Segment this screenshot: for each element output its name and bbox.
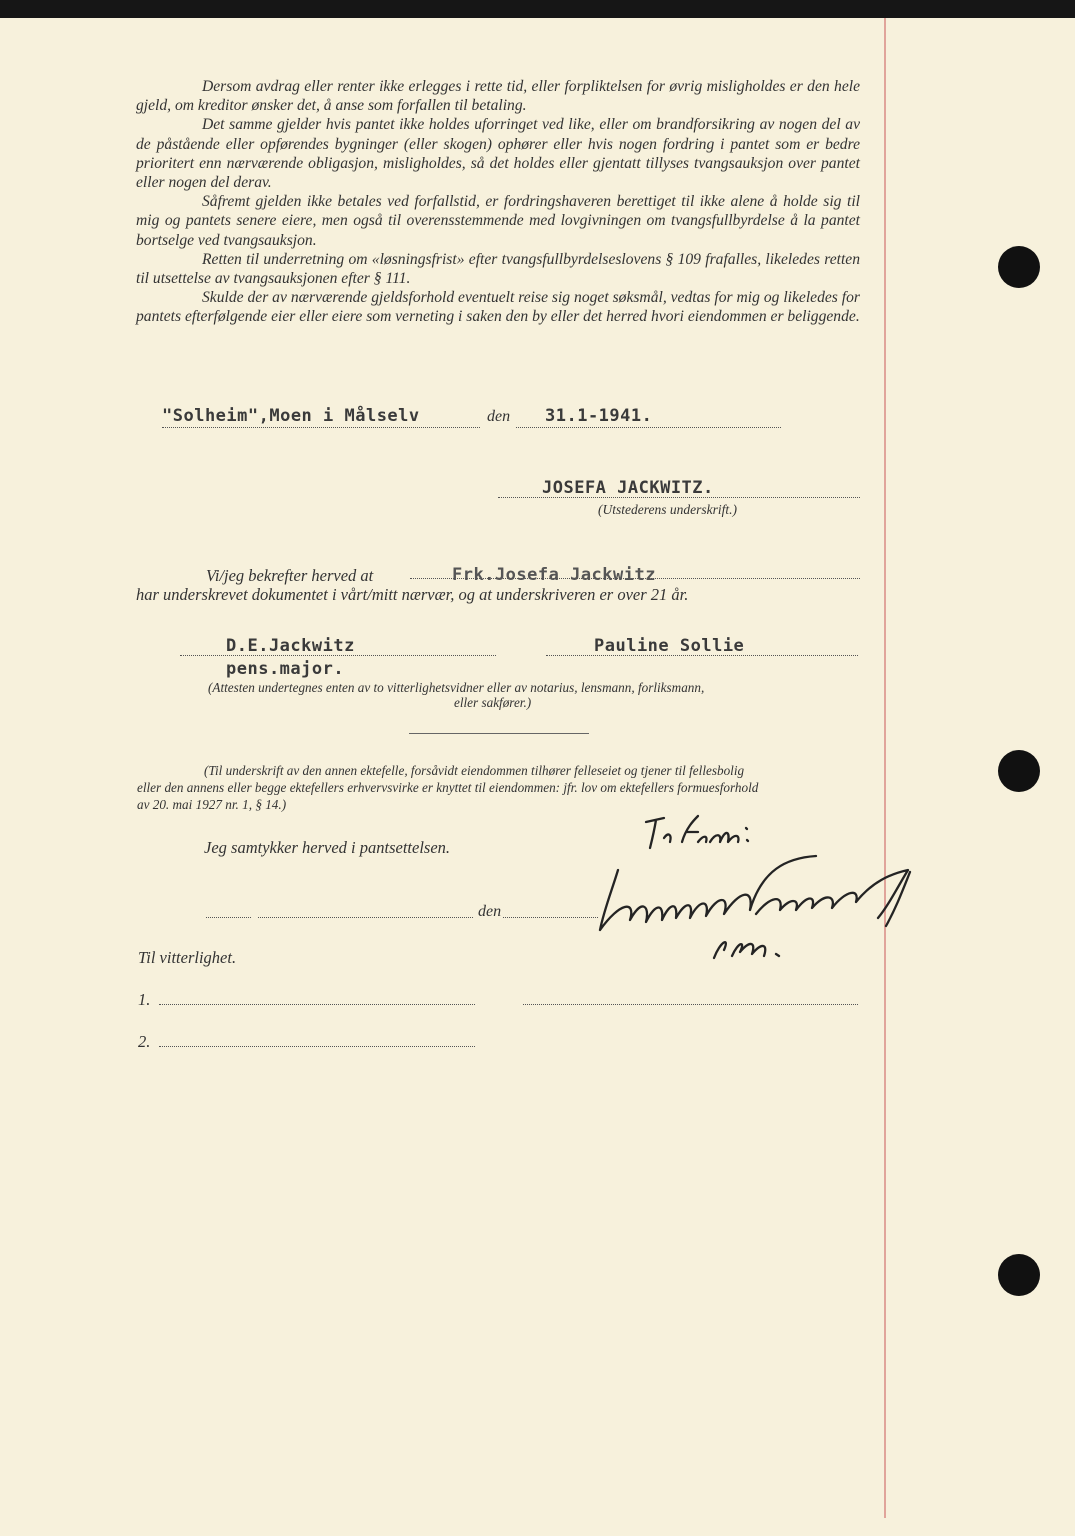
punch-hole-middle — [998, 750, 1040, 792]
attest-note-line2: eller sakfører.) — [454, 695, 532, 710]
witness-statement-name: Frk.Josefa Jackwitz — [452, 565, 656, 585]
witness-line1-number: 1. — [138, 990, 151, 1009]
legal-paragraph-notice: Retten til underretning om «løsningsfrist» efter tvangsfullbyrdelseslovens § 109 frafalles, likeledes retten til utsettelse av tvangsauksjonen efter § 111. — [136, 250, 860, 288]
red-margin-line — [884, 18, 886, 1518]
witness-line2-dots — [159, 1046, 475, 1047]
issuer-signature-line — [498, 497, 860, 498]
witness-right-name: Pauline Sollie — [594, 636, 745, 656]
witness-left-title: pens.major. — [226, 659, 345, 679]
place-value: "Solheim",Moen i Målselv — [162, 406, 420, 426]
consent-den-label: den — [478, 903, 502, 920]
issuer-caption: (Utstederens underskrift.) — [598, 502, 737, 517]
spouse-note-line1: (Til underskrift av den annen ektefelle, forsåvidt eiendommen tilhører felleseiet og tjener til fellesbolig — [204, 763, 745, 778]
consent-place-dots-a — [206, 917, 251, 918]
spouse-note-line2: eller den annens eller begge ektefellers erhvervsvirke er knyttet til eiendommen: jfr. lov om ektefellers formuesforhold — [137, 780, 759, 795]
place-dotted-line — [162, 427, 480, 428]
witness-section-label: Til vitterlighet. — [138, 948, 237, 967]
witness-line1-dots-left — [159, 1004, 475, 1005]
witness-left-line — [180, 655, 496, 656]
scan-top-border — [0, 0, 1075, 18]
witness-statement-prefix: Vi/jeg bekrefter herved at — [206, 566, 374, 585]
legal-paragraph-insurance: Det samme gjelder hvis pantet ikke holdes uforringet ved like, eller om brandforsikring av nogen del av de påstående eller opførendes bygninger (eller skogen) ophører eller hvis nogen fordring i pantet som er bedre prioritert enn nærværende obligasjon, misligholdes, så det holdes eller gjentatt tillyses tvangsauksjon over pantet eller nogen del derav. — [136, 116, 860, 192]
witness-line1-dots-right — [523, 1004, 858, 1005]
spouse-note-line3: av 20. mai 1927 nr. 1, § 14.) — [137, 797, 287, 812]
section-divider — [409, 733, 589, 734]
consent-text: Jeg samtykker herved i pantsettelsen. — [204, 838, 451, 857]
handwritten-fidem-text — [656, 818, 661, 819]
witness-left-name: D.E.Jackwitz — [226, 636, 355, 656]
legal-paragraph-default: Dersom avdrag eller renter ikke erlegges i rette tid, eller forpliktelsen for øvrig misligholdes er den hele gjeld, om kreditor ønsker det, å anse som forfallen til betaling. — [136, 78, 860, 115]
attest-note-line1: (Attesten undertegnes enten av to vitterlighetsvidner eller av notarius, lensmann, forliksmann, — [208, 680, 705, 695]
date-dotted-line — [516, 427, 781, 428]
punch-hole-top — [998, 246, 1040, 288]
witness-line2-number: 2. — [138, 1032, 151, 1051]
den-label: den — [487, 408, 511, 425]
legal-terms — [136, 77, 860, 327]
witness-statement-line2: har underskrevet dokumentet i vårt/mitt nærvær, og at underskriveren er over 21 år. — [136, 585, 689, 604]
legal-paragraph-venue: Skulde der av nærværende gjeldsforhold eventuelt reise sig noget søksmål, vedtas for mig og likeledes for pantets efterfølgende eier eller eiere som verneting i saken den by eller det herred hvori eiendommen er beliggende. — [136, 289, 860, 326]
issuer-name: JOSEFA JACKWITZ. — [542, 478, 714, 498]
punch-hole-bottom — [998, 1254, 1040, 1296]
witness-right-line — [546, 655, 858, 656]
handwritten-signature — [590, 810, 940, 975]
date-value: 31.1-1941. — [545, 406, 653, 426]
consent-place-dots-b — [258, 917, 473, 918]
witness-statement-dotted-line — [410, 578, 860, 579]
legal-paragraph-due: Såfremt gjelden ikke betales ved forfallstid, er fordringshaveren berettiget til ikke alene å holde sig til mig og pantets senere eiere, men også til overensstemmende med lovgivningen om tvangsfullbyrdelse å la pantet bortselge ved tvangsauksjon. — [136, 193, 860, 249]
consent-date-dots — [503, 917, 598, 918]
